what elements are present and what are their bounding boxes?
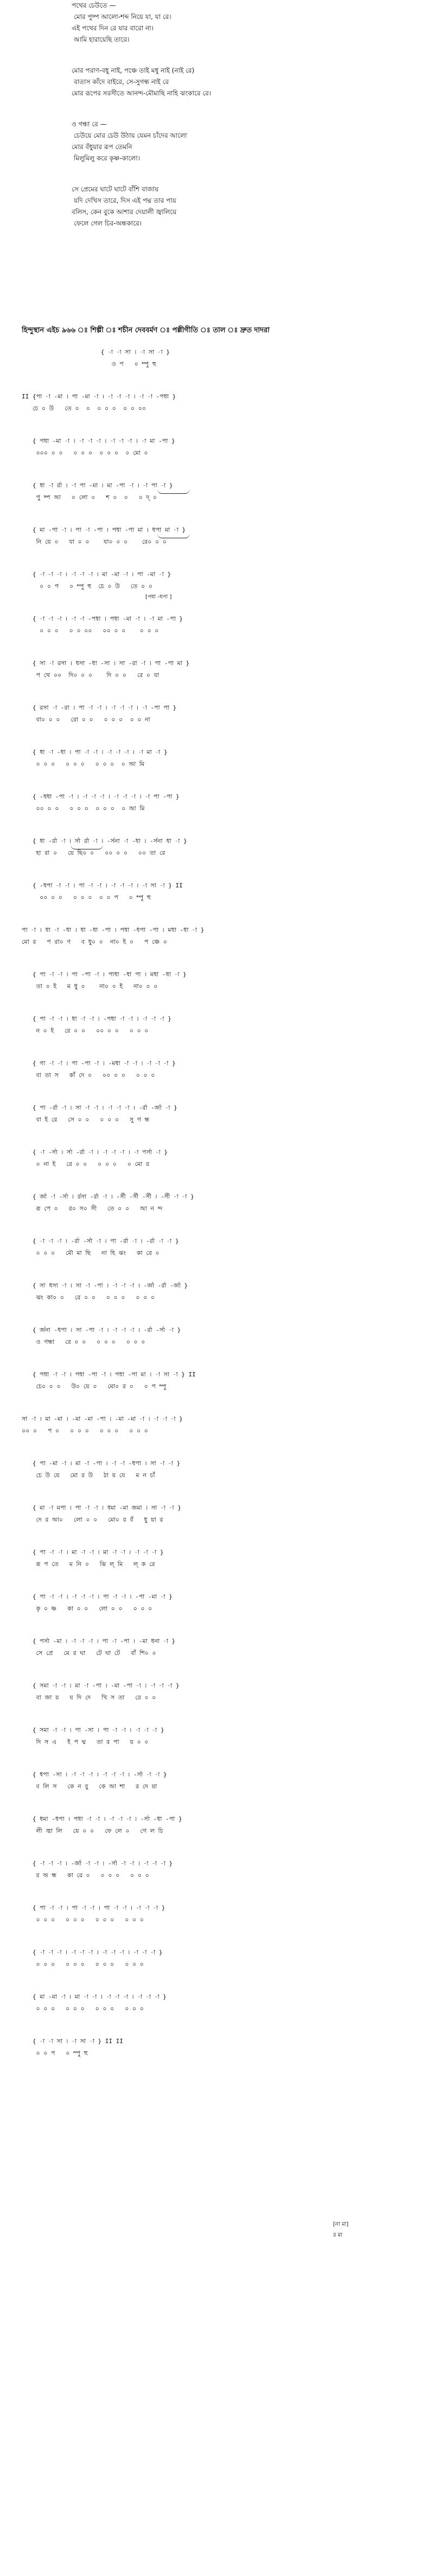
bol-line: হা রা ০ য়ে ছি০ ০ ০০ ০ ০ ০০ তা রে — [22, 849, 165, 856]
swaralipi-line: { পা -া -া । মা -া -া । মা -া -া । -া -া -া } — [22, 1549, 164, 1556]
slur-mark — [71, 845, 103, 849]
notation-row — [22, 1370, 412, 1399]
swaralipi-line: { ধপা -সা । -া -া -া । -া -া -া । -র্সা -া -া } — [22, 1771, 167, 1778]
swaralipi-line: { -া -া -া । -া -া -া । মা -মা -া । পা -মা -া } — [22, 571, 171, 578]
bol-line: ০ ০ প ০ ম্পু হু চে ০ উ তে ০ ০ — [22, 583, 152, 590]
lyric-line: মোর রূপের সরসীতে আনন্দ-মৌমাছি নাহি ঝংকারে রে। — [72, 89, 212, 97]
bol-line: ০ ০ ০ ০ ০ ০ ০ ০ ০ ০ ০ ০ — [22, 2005, 144, 2012]
bol-line: ঝং কা০ ০ রে ০ ০ ০ ০ ০ ০ ০ ০ — [22, 1294, 155, 1301]
swaralipi-line: { পা -া -া । ধা -া -া । -পধা -া -া । -া -া -া } — [22, 1015, 171, 1022]
bol-line: বা তা স কাঁ দে ০ ০০ ০ ০ ০ ০ ০ — [22, 1072, 155, 1079]
bol-line: ০ ০ প ০ ম্পু হু — [22, 2050, 88, 2057]
swaralipi-line: { -ধপা -া -া । পা -া -া । -া -া -া । -া সা -া } II — [22, 882, 183, 889]
lyric-line: বলিস, কেন বুকে আশার দেয়ালী জ্বালিয়ে — [72, 208, 177, 216]
notation-row — [22, 1415, 412, 1443]
swaralipi-line: { মা -মা -া । মা -া -া । -া -া -া । -া -া -া } — [22, 1993, 167, 2000]
notation-row — [22, 793, 412, 821]
swaralipi-line: { -া -া -া । -র্রা -র্সা -া । পা -র্রা -া । -র্রা -া -া } — [22, 1238, 179, 1245]
swaralipi-line: { পা -া -া । পা -পা -া । পাধা -ধা পা । মধা -ধা -া } — [22, 971, 187, 978]
notation-row — [22, 837, 412, 865]
notation-row — [22, 437, 412, 465]
lyric-line: মোর পুষ্প আলো-শব্দ নিয়ে যা, যা রে। — [74, 13, 171, 21]
swaralipi-line: { সমা -া -া । মা -া -পা । -মা -পা -া । -া -া -া } — [22, 1682, 180, 1689]
notation-row — [22, 348, 412, 376]
swaralipi-line: সা -া । মা -মা । -মা -মা -পা । -মা -মা -া । -া -া -া } — [22, 1415, 183, 1422]
stanza-1 — [72, 0, 375, 46]
lyric-line: ও গন্ধা রে — — [72, 120, 107, 128]
lyrics — [72, 0, 375, 249]
bol-line: ০ ০ ০ ০ ০ ০ ০ ০ ০ ০ ০ ০ — [22, 1916, 144, 1923]
notation-row — [22, 1948, 412, 1976]
lyric-line: আমি হারায়েছি তারে। — [74, 36, 130, 43]
notation-row — [22, 1593, 412, 1621]
bol-line: ০ ০ ০ ০ ০ ০ ০ ০ ০ ০ আ মি — [22, 761, 145, 768]
bol-line: ০ ০ ০ ০ ০ ০ ০ ০ ০ ০ ০ ০ — [22, 1961, 144, 1968]
notation-row — [22, 1059, 412, 1087]
notation-row — [22, 1459, 412, 1487]
swaralipi-line: { -া -র্সা । র্সা -র্রা -া । -া -া -া । -া পর্সা -া } — [22, 1149, 168, 1156]
notation-row — [22, 1548, 412, 1576]
notation-row — [22, 1193, 412, 1221]
swaralipi-line: { ধা -র্রা -া । র্সা র্রা -া । -র্সনা -া -ধা । -র্সনা ধা -া } — [22, 838, 187, 845]
notation-annotation: [না মা] — [333, 2221, 349, 2227]
swaralipi-line: { ধা -া -ধা । পা -া -া । -া -া -া । -া মা -া } — [22, 749, 168, 756]
notation-row — [22, 1326, 412, 1354]
bol-line: ০০ ০ প ০ ০ ০ ০ ০ ০ ০ ০ ০ ০ — [22, 1427, 148, 1434]
bol-line: চে ০ উ তে ০ ০ ০ ০ ০ ০ ০ ০০ — [22, 405, 146, 412]
slur-mark — [157, 489, 190, 494]
swaralipi-line: { -া -া -া । -া -া -া । -া -া -া । -া -া -া } — [22, 1949, 163, 1956]
bol-line: পু ষ্প আ ০ লো ০ শ ০ ০ ০ দ্ ০ — [22, 494, 157, 501]
swaralipi-line: { পর্সা -মা । -া -া -া । পা -া -পা । -মা ধনা -া } — [22, 1638, 176, 1645]
bol-line: ০০ ০ ০ ০ ০ ০ ০ ০ ০ ০ আ মি — [22, 805, 145, 812]
swaralipi-line: { -া -া সা । -া সা -া } — [22, 349, 170, 356]
bol-line: মো র প রা০ ণ ব ধু০ ০ না০ ই ০ প ঞ্চে ০ — [22, 938, 167, 945]
notation-row — [22, 748, 412, 776]
swaralipi-line: { সা -া রসা । ধসা -ধা -সা । সা -রা -া । পা -পা মা } — [22, 660, 190, 667]
notation-row — [22, 1815, 412, 1843]
bol-line: নি য়ে ০ যা ০ ০ যা০ ০ ০ রে০ ০ ০ — [22, 538, 167, 545]
swaralipi-line: { পা -র্রা -া । সা -া -া । -া -া -া । -র্রা -র্জা -া } — [22, 1104, 177, 1111]
bol-line: চে০ ০ ০ উ০ য়ে ০ মো০ র ০ ০ প ম্পু — [22, 1383, 167, 1390]
bol-line: বা০ ০ ০ রো ০ ০ ০ ০ ০ ০ ০ না — [22, 716, 150, 723]
notation-row — [22, 1682, 412, 1710]
bol-line: তা ০ ই ম ধু ০ না০ ০ ই না০ ০ ০ — [22, 983, 158, 990]
notation-row — [22, 1237, 412, 1265]
bol-line: ০ ০ ০ মৌ মা ছি না হি ঝং কা রে ০ — [22, 1250, 159, 1257]
notation-row — [22, 570, 412, 598]
lyric-line: বাতাস কাঁদে বাইরে, সে-সুগন্ধ নাই রে — [74, 78, 169, 86]
record-header: হিন্দুস্থান এইচ ৯৬৬ ঃ শিল্পী ঃ শচীন দেববর্মণ ঃ পল্লীগীতি ঃ তাল ঃ দ্রুত দাদরা — [22, 326, 270, 334]
swaralipi-line: { -া -া -া । -া -া -পধা । পধা -মা -া । -া মা -পা } — [22, 615, 183, 622]
notation-row — [22, 704, 412, 732]
bol-line: ০০০ ০ ০ ০ ০ ০ ০ ০ ০ ০ মো ০ — [22, 449, 148, 456]
bol-line: ও প ০ ম্পু হু — [22, 360, 156, 368]
notation-row — [22, 1015, 412, 1043]
lyric-line: পথের চেউতে — — [72, 2, 116, 9]
bol-line: চে উ য়ে মো র উ ঠা য় যে ম ন চাঁ — [22, 1472, 155, 1479]
bol-line: লী জ্বা লি য়ে ০ ০ ফে লে ০ গে ল চি — [22, 1827, 163, 1834]
lyric-line: সে প্রেমের ঘাটে ঘাটে বাঁশি বাজায় — [72, 185, 159, 193]
lyric-line: ফেলে গেল চির-অন্ধকারে। — [74, 220, 142, 227]
notation-row — [22, 1993, 412, 2021]
slur-mark — [157, 533, 190, 538]
swaralipi-line: { -ধধা -পা -া । -া -া -া । -া -া -া । -া পা -পা } — [22, 793, 180, 800]
notation-row — [22, 1104, 412, 1132]
swaralipi-line: { র্জা -া -র্সা । র্রসা -র্রা -া । -র্সী -র্সী -র্সী । -র্সী -া -া } — [22, 1193, 194, 1200]
notation-row — [22, 1904, 412, 1932]
bol-line: ০ ০ ০ ০ ০ ০০ ০০ ০ ০ ০ ০ ০ — [22, 627, 159, 634]
notation-row — [22, 1726, 412, 1754]
notation-row — [22, 2037, 412, 2065]
bol-line: দে র আ০ লো ০ ০ মো০ র বঁ ধু য়া র — [22, 1516, 163, 1523]
bol-line: দি স এ ই প দ্ম তা র পা য় ০ ০ — [22, 1738, 149, 1746]
bol-line: র অ ন্ধ কা রে ০ ০ ০ ০ ০ ০ ০ — [22, 1872, 149, 1879]
bol-line: ও গন্ধা রে ০ ০ ০ ০ ০ ০ ০ ০ — [22, 1338, 145, 1345]
notation-row — [22, 926, 412, 954]
swaralipi-line: { -া -া সা । -া সা -া } II II — [22, 2038, 123, 2045]
notation-row — [22, 481, 412, 510]
lyric-line: মিলুমিলু করে কৃষ্ণ-কালো। — [74, 154, 141, 162]
lyric-line: চেউয়ে মোর চেউ উঠায় যেমন চাঁদের আলো — [74, 132, 187, 139]
swaralipi-line: { গা -া -া । পা -পা -া । -মধা -া -া । -া -া -া } — [22, 1060, 176, 1067]
notation-row — [22, 392, 412, 421]
swaralipi-line: পা -া । ধা -া -ধা । ধা -ধা -পা । পধা -ধপা -পা । মধা -ধা -া } — [22, 926, 205, 933]
lyric-line: মোর পরাণ-বধু নাই, পঞ্চে তাই মধু নাই (নাই রে) — [72, 67, 195, 74]
notation-row — [22, 615, 412, 643]
swaralipi-line: { রসা -া -রা । পা -া -া । -া -া -া । -া -পা পা } — [22, 704, 177, 711]
swaralipi-line: { পা -া -া । পা -া -া । পা -া -া । -া -া -া } — [22, 1904, 165, 1911]
bol-line: রূ প তে ম নি ০ ঝি ল্ মি ল্ ক রে — [22, 1561, 155, 1568]
notation-row — [22, 1637, 412, 1665]
notation-row — [22, 970, 412, 999]
notation-row — [22, 526, 412, 554]
swaralipi-line: { সমা -া -া । পা -সা । পা -া -া । -া -া -া } — [22, 1727, 164, 1734]
bol-line: সে প্রে মে র ঘা টে ঘা টে বাঁ শি০ ০ — [22, 1650, 156, 1657]
bol-line: বা জা য় য দি দে খি স তা রে ০ ০ — [22, 1694, 156, 1701]
notation-row — [22, 881, 412, 910]
bol-line: বা ই রে সে ০ ০ ০ ০ ০ সু গ ন্ধ — [22, 1116, 150, 1123]
swaralipi-line: { পা -া -া । -া -া -া । পা -া -া । -পা -মা -া } — [22, 1593, 173, 1600]
notation-annotation: [পধা -ধপা ] — [145, 594, 172, 600]
notation-annotation: র মা — [333, 2232, 343, 2238]
bol-line: রূ পে ০ র০ স০ সী তে ০ ০ আ ন ন্দ — [22, 1205, 163, 1212]
bol-line: ০০ ০ ০ ০ ০ ০ ০ ০ প ০ ম্পু হু — [22, 894, 151, 901]
bol-line: প থে ০০ দি০ ০ ০ দি ০ ০ রে ০ যা — [22, 672, 159, 679]
notation-block — [22, 348, 412, 2082]
notation-row — [22, 1770, 412, 1799]
notation-row — [22, 1281, 412, 1310]
lyric-line: মোর বঁধুয়ার রূপ তেমনি — [72, 143, 132, 151]
bol-line: ন ০ ই রে ০ ০ ০০ ০ ০ ০ ০ ০ — [22, 1027, 149, 1034]
notation-row — [22, 1504, 412, 1532]
notation-row — [22, 1148, 412, 1176]
swaralipi-line: II {পা -া -মা । পা -মা -া । -া -া -া । -া -া -পধা } — [22, 393, 176, 400]
swaralipi-line: { -া -া -া । -র্জা -া -া । -র্সা -া -া । -া -া -া } — [22, 1860, 173, 1867]
notation-row — [22, 659, 412, 687]
bol-line: ব লি স কে ন বু কে আ শা র দে য়া — [22, 1783, 157, 1790]
bol-line: ০ না ই রে ০ ০ ০ ০ ০ ০ মো র — [22, 1161, 149, 1168]
swaralipi-line: { র্জনা -ধপা । সা -পা -া । -া -া -া । -র্রা -র্সা -া } — [22, 1326, 181, 1334]
stanza-3 — [72, 119, 375, 164]
swaralipi-line: { ধমা -ধপা । পধা -া -া । -া -া -া । -র্সা -ধা -পা } — [22, 1815, 182, 1822]
stanza-2 — [72, 65, 375, 99]
swaralipi-line: { পধা -া -া । পধা -পা -া । পধা -পা মা । -া সা -া } II — [22, 1371, 196, 1378]
swaralipi-line: { মা -া মপা । পা -া -া । ধমা -মা জমা । সা -া -া } — [22, 1504, 181, 1511]
stanza-4 — [72, 184, 375, 229]
swaralipi-line: { মা -পা -া । পা -া -পা । পধা -পা মা । ধপা মা -া } — [22, 526, 186, 533]
bol-line: কৃ ০ ষ্ণ কা ০ ০ লো ০ ০ ০ ০ ০ — [22, 1605, 152, 1612]
swaralipi-line: { পধা -মা -া । -া -া -া । -া -া -া । -া মা -পা } — [22, 437, 175, 445]
notation-row — [22, 1859, 412, 1888]
swaralipi-line: { পা -মা -া । মা -া -পা । -া -া -ধপা । সা -া -া } — [22, 1460, 181, 1467]
swaralipi-line: { সা ধসা -া । সা -া -পা । -া -া -া । -র্জা -র্রা -র্জা } — [22, 1282, 188, 1289]
lyric-line: এই পথের দিন রে যার বারো না। — [72, 24, 154, 32]
swaralipi-line: { ধা -া র্রা । -া পা -মা । মা -পা -া । -া পা -া } — [22, 482, 173, 489]
lyric-line: যদি দেখিস তারে, দিস এই পদ্ম তার পায় — [74, 197, 176, 204]
